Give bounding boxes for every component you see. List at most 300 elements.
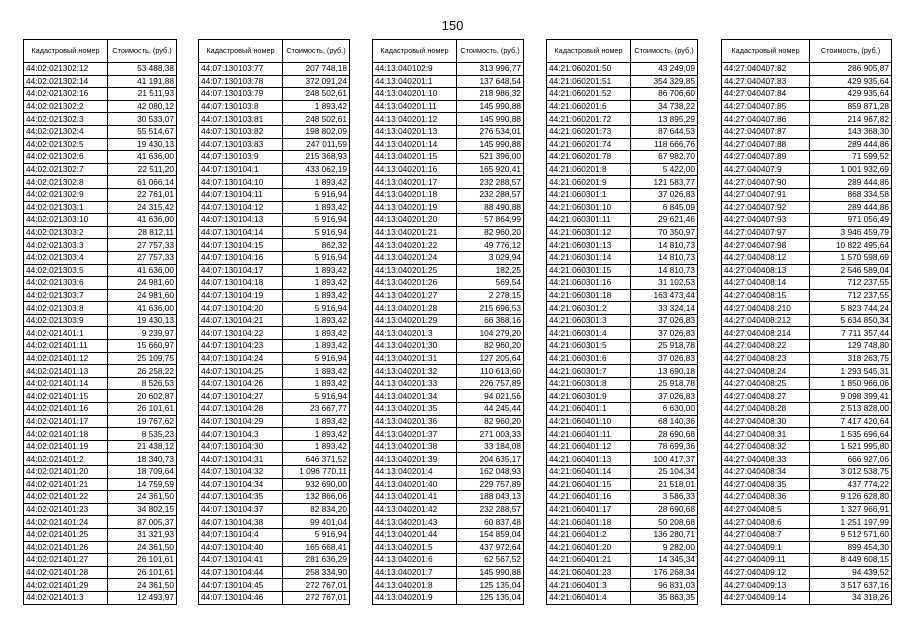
value-cell: 34 318,26 (810, 591, 892, 604)
cadastral-number-cell: 44:07:130103:82 (199, 125, 283, 138)
value-cell: 125 135,04 (457, 591, 524, 604)
table-row (199, 591, 350, 604)
table-row (199, 176, 350, 189)
value-cell: 42 080,12 (108, 100, 177, 113)
table-row (199, 390, 350, 403)
value-cell: 19 430,13 (108, 138, 177, 151)
value-cell: 41 636,00 (108, 302, 177, 315)
cadastral-number-cell: 44:02:021303:2 (24, 226, 108, 239)
table-row (722, 466, 892, 479)
value-cell: 33 184,08 (457, 440, 524, 453)
value-cell: 163 473,44 (631, 289, 698, 302)
value-cell: 137 648,54 (457, 75, 524, 88)
cadastral-number-cell: 44:21:060301:16 (547, 277, 631, 290)
value-cell: 232 288,57 (457, 188, 524, 201)
table-row (547, 591, 698, 604)
value-cell: 165 668,41 (283, 541, 350, 554)
table-row (199, 251, 350, 264)
table-row (24, 352, 177, 365)
value-cell: 25 918,78 (631, 377, 698, 390)
cadastral-number-cell: 44:13:040201:13 (373, 125, 457, 138)
table-row (373, 491, 524, 504)
value-cell: 5 916,94 (283, 188, 350, 201)
value-cell: 26 101,61 (108, 566, 177, 579)
table-row (199, 516, 350, 529)
cadastral-number-cell: 44:27:040407:89 (722, 151, 810, 164)
table-row (547, 478, 698, 491)
cadastral-number-cell: 44:27:040408:25 (722, 377, 810, 390)
value-cell: 281 636,29 (283, 554, 350, 567)
value-cell: 569,54 (457, 277, 524, 290)
value-cell: 145 990,88 (457, 566, 524, 579)
value-cell: 82 960,20 (457, 415, 524, 428)
value-cell: 1 893,42 (283, 314, 350, 327)
cadastral-number-cell: 44:13:040201:11 (373, 100, 457, 113)
cadastral-number-cell: 44:21:060201:8 (547, 163, 631, 176)
value-cell: 859 871,28 (810, 100, 892, 113)
cadastral-number-cell: 44:13:040201:9 (373, 591, 457, 604)
cadastral-number-cell: 44:21:060301:15 (547, 264, 631, 277)
table-row (722, 415, 892, 428)
value-cell: 3 012 538,75 (810, 466, 892, 479)
table-row (722, 289, 892, 302)
value-cell: 1 893,42 (283, 201, 350, 214)
value-cell: 145 990,88 (457, 113, 524, 126)
value-cell: 87 644,53 (631, 125, 698, 138)
value-cell: 971 056,49 (810, 214, 892, 227)
value-cell: 24 361,50 (108, 491, 177, 504)
table-row (722, 554, 892, 567)
table-row (722, 277, 892, 290)
cadastral-number-cell: 44:27:040407:88 (722, 138, 810, 151)
value-cell: 49 776,12 (457, 239, 524, 252)
value-cell: 521 396,00 (457, 151, 524, 164)
value-cell: 110 613,60 (457, 365, 524, 378)
table-row (373, 377, 524, 390)
cadastral-number-cell: 44:07:130104:14 (199, 226, 283, 239)
cadastral-number-cell: 44:02:021302:3 (24, 113, 108, 126)
header-cadastral-number: Кадастровый номер (722, 40, 810, 63)
cadastral-number-cell: 44:27:040407:86 (722, 113, 810, 126)
cadastral-number-cell: 44:02:021302:16 (24, 88, 108, 101)
cadastral-number-cell: 44:02:021303:6 (24, 277, 108, 290)
table-row (24, 403, 177, 416)
value-cell: 5 916,94 (283, 251, 350, 264)
table-row (547, 554, 698, 567)
cadastral-number-cell: 44:27:040407:93 (722, 214, 810, 227)
cadastral-number-cell: 44:02:021401:18 (24, 428, 108, 441)
value-cell: 28 690,68 (631, 503, 698, 516)
value-cell: 37 026,83 (631, 390, 698, 403)
value-cell: 9 282,00 (631, 541, 698, 554)
table-row (547, 277, 698, 290)
table-row (199, 415, 350, 428)
cadastral-number-cell: 44:02:021303:3 (24, 239, 108, 252)
table-row (547, 176, 698, 189)
table-row (24, 138, 177, 151)
cadastral-number-cell: 44:07:130104:23 (199, 340, 283, 353)
table-row (547, 403, 698, 416)
table-row (722, 314, 892, 327)
table-row (199, 528, 350, 541)
cadastral-number-cell: 44:21:060301:4 (547, 327, 631, 340)
value-cell: 1 893,42 (283, 327, 350, 340)
cadastral-table (23, 39, 177, 605)
value-cell: 20 602,87 (108, 390, 177, 403)
cadastral-number-cell: 44:21:060401:13 (547, 453, 631, 466)
value-cell: 35 863,35 (631, 591, 698, 604)
value-cell: 188 043,13 (457, 491, 524, 504)
table-row (199, 302, 350, 315)
value-cell: 218 986,32 (457, 88, 524, 101)
table-row (722, 428, 892, 441)
cadastral-number-cell: 44:02:021303:5 (24, 264, 108, 277)
table-row (547, 503, 698, 516)
value-cell: 21 438,12 (108, 440, 177, 453)
cadastral-number-cell: 44:21:060401:17 (547, 503, 631, 516)
value-cell: 62 567,52 (457, 554, 524, 567)
value-cell: 24 981,60 (108, 289, 177, 302)
table-row (24, 554, 177, 567)
table-row (547, 314, 698, 327)
cadastral-number-cell: 44:02:021302:6 (24, 151, 108, 164)
value-cell: 96 831,03 (631, 579, 698, 592)
table-row (722, 440, 892, 453)
table-header-row (24, 40, 177, 63)
cadastral-number-cell: 44:02:021303:8 (24, 302, 108, 315)
value-cell: 313 996,77 (457, 63, 524, 76)
cadastral-number-cell: 44:02:021302:7 (24, 163, 108, 176)
table-row (722, 478, 892, 491)
value-cell: 28 812,11 (108, 226, 177, 239)
table-row (547, 264, 698, 277)
value-cell: 276 534,01 (457, 125, 524, 138)
table-row (24, 239, 177, 252)
cadastral-number-cell: 44:02:021401:20 (24, 466, 108, 479)
cadastral-number-cell: 44:13:040201:17 (373, 176, 457, 189)
value-cell: 248 502,61 (283, 113, 350, 126)
cadastral-number-cell: 44:02:021401:25 (24, 528, 108, 541)
value-cell: 67 982,70 (631, 151, 698, 164)
cadastral-number-cell: 44:02:021401:19 (24, 440, 108, 453)
table-row (24, 327, 177, 340)
table-row (24, 591, 177, 604)
cadastral-number-cell: 44:07:130104:11 (199, 188, 283, 201)
table-row (199, 503, 350, 516)
value-cell: 53 488,38 (108, 63, 177, 76)
cadastral-number-cell: 44:21:060201:74 (547, 138, 631, 151)
value-cell: 1 893,42 (283, 365, 350, 378)
cadastral-number-cell: 44:13:040201:36 (373, 415, 457, 428)
cadastral-number-cell: 44:02:021401:2 (24, 453, 108, 466)
table-row (547, 214, 698, 227)
header-cadastral-number: Кадастровый номер (547, 40, 631, 63)
table-row (547, 75, 698, 88)
table-row (373, 100, 524, 113)
table-row (24, 503, 177, 516)
table-row (199, 566, 350, 579)
table-row (547, 340, 698, 353)
cadastral-number-cell: 44:21:060401:15 (547, 478, 631, 491)
value-cell: 5 916,94 (283, 302, 350, 315)
table-row (199, 340, 350, 353)
cadastral-number-cell: 44:27:040408:7 (722, 528, 810, 541)
cadastral-number-cell: 44:07:130103:8 (199, 100, 283, 113)
value-cell: 44 245,44 (457, 403, 524, 416)
value-cell: 1 893,42 (283, 440, 350, 453)
cadastral-number-cell: 44:02:021401:29 (24, 579, 108, 592)
table-row (24, 163, 177, 176)
table-row (547, 566, 698, 579)
cadastral-number-cell: 44:21:060201:51 (547, 75, 631, 88)
table-row (547, 415, 698, 428)
table-row (199, 201, 350, 214)
cadastral-number-cell: 44:02:021401:28 (24, 566, 108, 579)
value-cell: 25 918,78 (631, 340, 698, 353)
cadastral-number-cell: 44:07:130104:17 (199, 264, 283, 277)
value-cell: 5 916,94 (283, 390, 350, 403)
value-cell: 215 368,93 (283, 151, 350, 164)
table-row (199, 138, 350, 151)
value-cell: 82 960,20 (457, 226, 524, 239)
cadastral-number-cell: 44:02:021401:11 (24, 340, 108, 353)
table-row (547, 440, 698, 453)
cadastral-number-cell: 44:13:040201:22 (373, 239, 457, 252)
value-cell: 1 893,42 (283, 277, 350, 290)
table-row (373, 201, 524, 214)
cadastral-number-cell: 44:02:021303:4 (24, 251, 108, 264)
table-row (373, 453, 524, 466)
value-cell: 5 634 850,34 (810, 314, 892, 327)
cadastral-number-cell: 44:02:021303:10 (24, 214, 108, 227)
table-row (24, 377, 177, 390)
table-row (199, 403, 350, 416)
table-row (199, 75, 350, 88)
value-cell: 1 893,42 (283, 289, 350, 302)
cadastral-number-cell: 44:07:130104:12 (199, 201, 283, 214)
cadastral-number-cell: 44:07:130104:41 (199, 554, 283, 567)
cadastral-number-cell: 44:21:060301:2 (547, 302, 631, 315)
table-row (373, 566, 524, 579)
table-row (722, 239, 892, 252)
value-cell: 145 990,88 (457, 138, 524, 151)
value-cell: 1 521 995,80 (810, 440, 892, 453)
value-cell: 5 422,00 (631, 163, 698, 176)
value-cell: 21 518,01 (631, 478, 698, 491)
cadastral-number-cell: 44:13:040201:39 (373, 453, 457, 466)
value-cell: 271 003,33 (457, 428, 524, 441)
value-cell: 14 345,34 (631, 554, 698, 567)
value-cell: 66 368,16 (457, 314, 524, 327)
table-row (547, 377, 698, 390)
cadastral-number-cell: 44:27:040408:27 (722, 390, 810, 403)
value-cell: 99 401,04 (283, 516, 350, 529)
cadastral-number-cell: 44:07:130103:79 (199, 88, 283, 101)
table-row (373, 365, 524, 378)
value-cell: 41 191,88 (108, 75, 177, 88)
cadastral-number-cell: 44:27:040408:34 (722, 466, 810, 479)
table-row (199, 554, 350, 567)
cadastral-number-cell: 44:27:040408:36 (722, 491, 810, 504)
cadastral-number-cell: 44:21:060401:16 (547, 491, 631, 504)
value-cell: 28 690,68 (631, 428, 698, 441)
value-cell: 7 417 420,64 (810, 415, 892, 428)
cadastral-number-cell: 44:13:040201:21 (373, 226, 457, 239)
table-row (199, 63, 350, 76)
value-cell: 60 837,48 (457, 516, 524, 529)
cadastral-number-cell: 44:13:040201:38 (373, 440, 457, 453)
cadastral-number-cell: 44:13:040201:37 (373, 428, 457, 441)
value-cell: 289 444,86 (810, 138, 892, 151)
cadastral-number-cell: 44:02:021401:26 (24, 541, 108, 554)
table-row (547, 302, 698, 315)
value-cell: 86 706,60 (631, 88, 698, 101)
cadastral-number-cell: 44:07:130104:15 (199, 239, 283, 252)
cadastral-number-cell: 44:27:040408:23 (722, 352, 810, 365)
cadastral-number-cell: 44:02:021401:21 (24, 478, 108, 491)
table-row (373, 289, 524, 302)
cadastral-number-cell: 44:13:040201:4 (373, 466, 457, 479)
cadastral-number-cell: 44:07:130103:81 (199, 113, 283, 126)
cadastral-number-cell: 44:27:040409:13 (722, 579, 810, 592)
cadastral-number-cell: 44:27:040408:5 (722, 503, 810, 516)
cadastral-number-cell: 44:13:040201:25 (373, 264, 457, 277)
table-row (722, 365, 892, 378)
cadastral-number-cell: 44:07:130103:78 (199, 75, 283, 88)
table-row (373, 113, 524, 126)
cadastral-number-cell: 44:27:040408:22 (722, 340, 810, 353)
cadastral-number-cell: 44:13:040201:3 (373, 327, 457, 340)
table-row (24, 579, 177, 592)
cadastral-number-cell: 44:07:130104:35 (199, 491, 283, 504)
value-cell: 34 802,15 (108, 503, 177, 516)
cadastral-tables (23, 39, 903, 631)
value-cell: 26 101,61 (108, 403, 177, 416)
cadastral-number-cell: 44:02:021302:5 (24, 138, 108, 151)
value-cell: 68 140,36 (631, 415, 698, 428)
cadastral-number-cell: 44:21:060201:6 (547, 100, 631, 113)
table-row (24, 491, 177, 504)
cadastral-number-cell: 44:13:040201:24 (373, 251, 457, 264)
value-cell: 31 321,93 (108, 528, 177, 541)
table-row (24, 277, 177, 290)
table-row (722, 566, 892, 579)
cadastral-number-cell: 44:13:040201:29 (373, 314, 457, 327)
value-cell: 247 011,59 (283, 138, 350, 151)
cadastral-number-cell: 44:13:040102:9 (373, 63, 457, 76)
cadastral-number-cell: 44:07:130104:20 (199, 302, 283, 315)
table-row (547, 579, 698, 592)
value-cell: 1 850 966,06 (810, 377, 892, 390)
cadastral-number-cell: 44:27:040408:13 (722, 264, 810, 277)
table-row (24, 75, 177, 88)
table-row (24, 302, 177, 315)
table-row (373, 188, 524, 201)
table-row (722, 63, 892, 76)
cadastral-number-cell: 44:21:060301:18 (547, 289, 631, 302)
cadastral-number-cell: 44:21:060301:5 (547, 340, 631, 353)
table-row (24, 226, 177, 239)
table-row (373, 466, 524, 479)
value-cell: 248 502,61 (283, 88, 350, 101)
cadastral-number-cell: 44:21:060301:8 (547, 377, 631, 390)
value-cell: 258 334,90 (283, 566, 350, 579)
table-row (547, 466, 698, 479)
cadastral-number-cell: 44:27:040408:28 (722, 403, 810, 416)
value-cell: 1 535 696,64 (810, 428, 892, 441)
value-cell: 24 981,60 (108, 277, 177, 290)
value-cell: 9 512 571,60 (810, 528, 892, 541)
cadastral-number-cell: 44:13:040201:26 (373, 277, 457, 290)
table-row (722, 453, 892, 466)
cadastral-number-cell: 44:02:021401:14 (24, 377, 108, 390)
table-header-row (373, 40, 524, 63)
cadastral-number-cell: 44:13:040201:31 (373, 352, 457, 365)
table-row (373, 63, 524, 76)
value-cell: 176 268,34 (631, 566, 698, 579)
table-row (373, 440, 524, 453)
cadastral-number-cell: 44:07:130104:31 (199, 453, 283, 466)
cadastral-number-cell: 44:02:021401:15 (24, 390, 108, 403)
value-cell: 2 278,15 (457, 289, 524, 302)
cadastral-number-cell: 44:07:130104:25 (199, 365, 283, 378)
value-cell: 29 621,46 (631, 214, 698, 227)
table-row (547, 226, 698, 239)
value-cell: 437 774,22 (810, 478, 892, 491)
value-cell: 712 237,55 (810, 289, 892, 302)
value-cell: 8 449 608,15 (810, 554, 892, 567)
cadastral-number-cell: 44:27:040408:210 (722, 302, 810, 315)
cadastral-number-cell: 44:27:040407:91 (722, 188, 810, 201)
table-row (373, 251, 524, 264)
table-row (199, 453, 350, 466)
table-row (199, 428, 350, 441)
value-cell: 289 444,86 (810, 201, 892, 214)
table-row (373, 478, 524, 491)
table-row (547, 428, 698, 441)
value-cell: 1 251 197,99 (810, 516, 892, 529)
cadastral-number-cell: 44:02:021302:4 (24, 125, 108, 138)
cadastral-number-cell: 44:27:040408:33 (722, 453, 810, 466)
value-cell: 204 635,17 (457, 453, 524, 466)
table-row (373, 176, 524, 189)
value-cell: 433 062,19 (283, 163, 350, 176)
cadastral-number-cell: 44:21:060201:72 (547, 113, 631, 126)
cadastral-number-cell: 44:21:060301:14 (547, 251, 631, 264)
cadastral-number-cell: 44:27:040409:12 (722, 566, 810, 579)
cadastral-number-cell: 44:27:040409:11 (722, 554, 810, 567)
value-cell: 34 738,22 (631, 100, 698, 113)
value-cell: 37 026,83 (631, 352, 698, 365)
table-row (547, 491, 698, 504)
value-cell: 118 666,76 (631, 138, 698, 151)
value-cell: 437 972,64 (457, 541, 524, 554)
value-cell: 1 893,42 (283, 415, 350, 428)
cadastral-number-cell: 44:07:130104:38 (199, 516, 283, 529)
table-row (547, 352, 698, 365)
cadastral-number-cell: 44:07:130104:37 (199, 503, 283, 516)
cadastral-number-cell: 44:21:060401:2 (547, 528, 631, 541)
table-row (373, 88, 524, 101)
cadastral-number-cell: 44:13:040201:10 (373, 88, 457, 101)
value-cell: 226 757,89 (457, 377, 524, 390)
cadastral-number-cell: 44:27:040407:97 (722, 226, 810, 239)
cadastral-number-cell: 44:21:060401:23 (547, 566, 631, 579)
table-row (199, 491, 350, 504)
table-row (547, 289, 698, 302)
value-cell: 429 935,64 (810, 88, 892, 101)
value-cell: 1 893,42 (283, 100, 350, 113)
